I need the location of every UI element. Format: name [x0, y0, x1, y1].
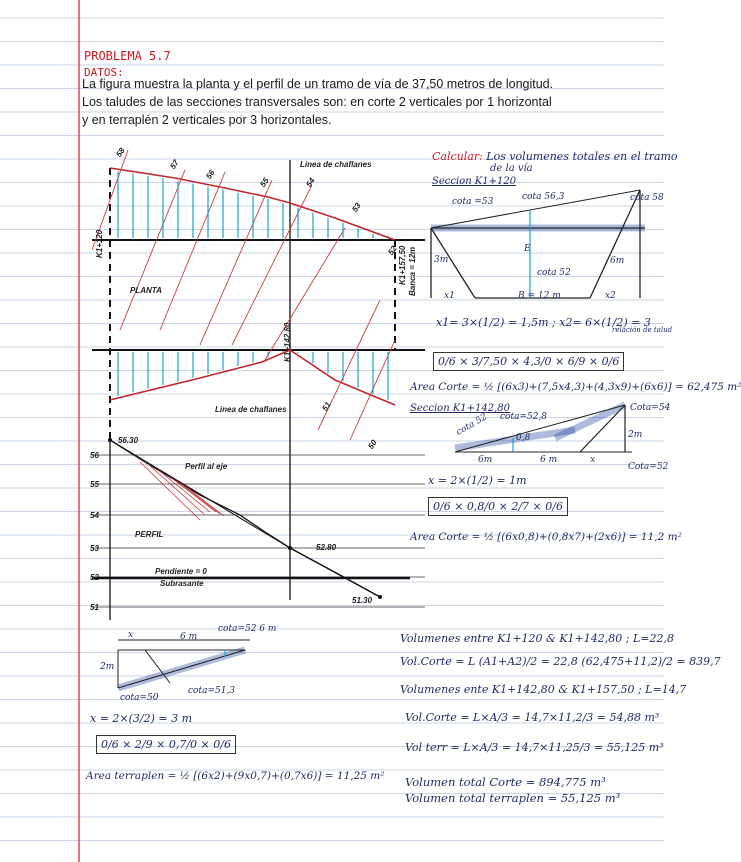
- cota-52: cota 52: [537, 268, 571, 278]
- elev-mid: 52.80: [316, 543, 337, 552]
- dim-x1: x1: [444, 291, 455, 301]
- station-k157: K1+157,50: [398, 245, 407, 285]
- s2-cota-52: cota 52: [454, 412, 490, 438]
- x-calc-2: x = 2×(1/2) = 1m: [428, 474, 527, 487]
- vol-line-1: Volumenes entre K1+120 & K1+142,80 ; L=22,8: [400, 632, 674, 645]
- perfil-label: PERFIL: [135, 530, 164, 539]
- cota-53: cota =53: [452, 197, 494, 207]
- section-2-title: Seccion K1+142,80: [410, 403, 511, 414]
- t-matrix: 0/6 × 2/9 × 0,7/0 × 0/6: [96, 735, 236, 754]
- t-x: x: [128, 630, 134, 640]
- t-x-calc: x = 2×(3/2) = 3 m: [90, 712, 193, 725]
- contour-label: 57: [168, 158, 181, 171]
- contour-label: 53: [350, 201, 363, 214]
- vol-total-terraplen: Volumen total terraplen = 55,125 m³: [405, 791, 621, 805]
- dim-12m: B = 12 m: [518, 291, 561, 301]
- calcular-label: Calcular:: [432, 150, 483, 163]
- contour-label: 52: [386, 244, 399, 257]
- s2-cota-54: Cota=54: [630, 403, 671, 413]
- statement-line-3: y en terraplén 2 verticales por 3 horizontales.: [82, 113, 332, 127]
- banco-label: Banca = 12m: [408, 246, 417, 296]
- t-6m: 6 m: [180, 632, 198, 642]
- dim-x2: x2: [605, 291, 616, 301]
- elev-left: 56.30: [118, 436, 139, 445]
- profile-axis-label: 56: [90, 451, 99, 460]
- de-la-via: de la vía: [490, 163, 533, 174]
- cota-563: cota 56,3: [522, 192, 565, 202]
- relacion-talud: relación de talud: [612, 326, 673, 334]
- profile-axis-label: 51: [90, 603, 99, 612]
- vol-line-3: Volumenes ente K1+142,80 & K1+157,50 ; L=14,7: [400, 683, 687, 696]
- area-corte-1: Area Corte = ½ [(6x3)+(7,5x4,3)+(4,3x9)+(6x6)] = 62,475 m²: [410, 381, 741, 393]
- vol-line-4: Vol.Corte = L×A/3 = 14,7×11,2/3 = 54,88 m³: [405, 711, 660, 724]
- coord-matrix-1: 0/6 × 3/7,50 × 4,3/0 × 6/9 × 0/6: [433, 352, 624, 371]
- contour-label: 50: [366, 438, 379, 451]
- perfil-eje-label: Perfil al eje: [185, 462, 228, 471]
- x-calc-1: x1= 3×(1/2) = 1,5m ; x2= 6×(1/2) = 3: [436, 316, 651, 329]
- contour-label: 51: [320, 400, 333, 413]
- profile-axis-label: 54: [90, 511, 99, 520]
- calcular-text: Los volumenes totales en el tramo: [482, 150, 678, 163]
- planta-label: PLANTA: [130, 286, 162, 295]
- contour-label: 54: [304, 176, 317, 189]
- datos-label: DATOS:: [84, 66, 124, 79]
- coord-matrix-2: 0/6 × 0,8/0 × 2/7 × 0/6: [428, 497, 568, 516]
- section-1-title: Seccion K1+120: [432, 176, 517, 187]
- statement-line-2: Los taludes de las secciones transversales son: en corte 2 verticales por 1 horizontal: [82, 95, 552, 109]
- t-cota50: cota=50: [120, 693, 159, 703]
- vol-line-2: Vol.Corte = L (A1+A2)/2 = 22,8 (62,475+11,2)/2 = 839,7: [400, 655, 721, 668]
- s2-2m: 2m: [628, 430, 643, 440]
- chaflan-label-bottom: Línea de chaflanes: [215, 405, 287, 414]
- s2-cota-528: cota=52,8: [500, 412, 548, 422]
- profile-axis-label: 53: [90, 544, 99, 553]
- contour-label: 55: [258, 176, 271, 189]
- t-2m: 2m: [100, 662, 115, 672]
- elev-right: 51.30: [352, 596, 373, 605]
- t-cota513: cota=51,3: [188, 686, 236, 696]
- profile-axis-label: 52: [90, 573, 99, 582]
- s2-x: x: [590, 455, 596, 465]
- calcular-line: [432, 150, 678, 163]
- area-corte-2: Area Corte = ½ [(6x0,8)+(0,8x7)+(2x6)] = 11,2 m²: [410, 531, 682, 543]
- problem-title: PROBLEMA 5.7: [84, 49, 171, 63]
- t-area: Area terraplen = ½ [(6x2)+(9x0,7)+(0,7x6)] = 11,25 m²: [86, 770, 385, 782]
- dim-6m: 6m: [610, 256, 625, 266]
- profile-axis-label: 55: [90, 480, 99, 489]
- t-cota52: cota=52 6 m: [218, 624, 277, 634]
- s2-6m-b: 6 m: [540, 455, 558, 465]
- s2-cota-bottom: Cota=52: [628, 462, 669, 472]
- s2-6m-a: 6m: [478, 455, 493, 465]
- contour-label: 58: [114, 146, 127, 159]
- subrasante-label: Subrasante: [160, 579, 204, 588]
- vol-line-5: Vol terr = L×A/3 = 14,7×11,25/3 = 55,125 m³: [405, 741, 664, 754]
- s2-08: 0,8: [516, 433, 531, 443]
- cota-58: cota 58: [630, 193, 664, 203]
- cota-e: E: [524, 244, 531, 254]
- contour-label: 56: [204, 168, 217, 181]
- station-k120: K1+120: [95, 229, 104, 258]
- chaflan-label-top: Línea de chaflanes: [300, 160, 372, 169]
- vol-total-corte: Volumen total Corte = 894,775 m³: [405, 775, 606, 789]
- pendiente-label: Pendiente = 0: [155, 567, 207, 576]
- statement-line-1: La figura muestra la planta y el perfil de un tramo de vía de 37,50 metros de longitud.: [82, 77, 554, 91]
- station-k142: K1+142.80: [283, 322, 292, 362]
- dim-3m: 3m: [434, 255, 449, 265]
